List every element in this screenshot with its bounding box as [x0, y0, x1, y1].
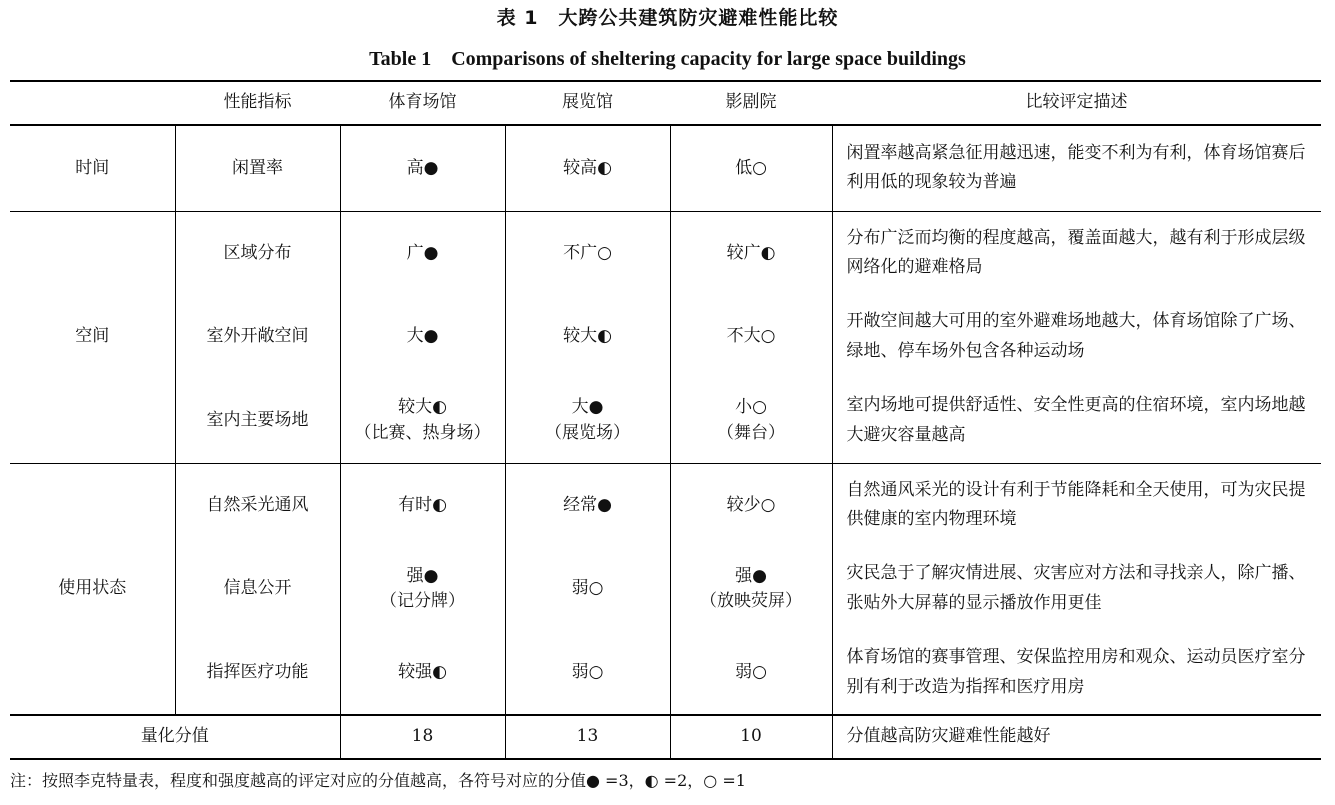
description-cell: 闲置率越高紧急征用越迅速，能变不利为有利，体育场馆赛后利用低的现象较为普遍	[832, 125, 1321, 211]
header-exhibition: 展览馆	[505, 81, 670, 125]
header-indicator: 性能指标	[175, 81, 340, 125]
stadium-rating: 强●	[406, 565, 439, 586]
header-empty	[10, 81, 175, 125]
stadium-cell	[340, 547, 505, 631]
stadium-rating: 较大◐	[398, 397, 447, 418]
table-title-english: Table 1 Comparisons of sheltering capacity for large space buildings	[369, 48, 966, 70]
indicator-cell: 指挥医疗功能	[175, 631, 340, 715]
group-time: 时间	[10, 125, 175, 211]
quant-theater: 10	[670, 715, 832, 759]
quant-exhibition: 13	[505, 715, 670, 759]
group-space: 空间	[10, 211, 175, 463]
theater-cell: 不大○	[670, 295, 832, 379]
header-theater: 影剧院	[670, 81, 832, 125]
quant-label: 量化分值	[10, 715, 340, 759]
comparison-table	[10, 80, 1321, 760]
table-row	[10, 463, 1321, 547]
indicator-cell: 信息公开	[175, 547, 340, 631]
description-cell: 自然通风采光的设计有利于节能降耗和全天使用，可为灾民提供健康的室内物理环境	[832, 463, 1321, 547]
table-row	[10, 295, 1321, 379]
stadium-cell: 高●	[340, 125, 505, 211]
stadium-note: （记分牌）	[380, 591, 465, 611]
header-description: 比较评定描述	[832, 81, 1321, 125]
table-title-chinese: 表 1 大跨公共建筑防灾避难性能比较	[496, 7, 839, 29]
indicator-cell: 区域分布	[175, 211, 340, 295]
indicator-cell: 室外开敞空间	[175, 295, 340, 379]
theater-cell: 较广◐	[670, 211, 832, 295]
theater-cell: 较少○	[670, 463, 832, 547]
exhibition-cell	[505, 379, 670, 463]
header-stadium: 体育场馆	[340, 81, 505, 125]
theater-cell	[670, 379, 832, 463]
stadium-cell: 有时◐	[340, 463, 505, 547]
group-usage: 使用状态	[10, 463, 175, 715]
stadium-cell	[340, 379, 505, 463]
theater-rating: 小○	[735, 397, 767, 418]
theater-cell: 弱○	[670, 631, 832, 715]
indicator-cell: 自然采光通风	[175, 463, 340, 547]
table-row	[10, 211, 1321, 295]
stadium-note: （比赛、热身场）	[354, 422, 491, 443]
footnote: 注：按照李克特量表，程度和强度越高的评定对应的分值越高，各符号对应的分值● =3，◐ =2，○ =1	[10, 771, 746, 790]
indicator-cell: 室内主要场地	[175, 379, 340, 463]
exhibition-cell: 较高◐	[505, 125, 670, 211]
exhibition-cell: 不广○	[505, 211, 670, 295]
theater-cell: 低○	[670, 125, 832, 211]
description-cell: 分布广泛而均衡的程度越高，覆盖面越大，越有利于形成层级网络化的避难格局	[832, 211, 1321, 295]
description-cell: 室内场地可提供舒适性、安全性更高的住宿环境，室内场地越大避灾容量越高	[832, 379, 1321, 463]
exhibition-note: （展览场）	[545, 422, 630, 443]
theater-note: （放映荧屏）	[700, 591, 802, 611]
description-cell: 体育场馆的赛事管理、安保监控用房和观众、运动员医疗室分别有利于改造为指挥和医疗用房	[832, 631, 1321, 715]
exhibition-cell: 经常●	[505, 463, 670, 547]
table-row	[10, 379, 1321, 463]
indicator-cell: 闲置率	[175, 125, 340, 211]
theater-rating: 强●	[735, 565, 767, 586]
table-row	[10, 125, 1321, 211]
quant-stadium: 18	[340, 715, 505, 759]
exhibition-cell: 弱○	[505, 631, 670, 715]
description-cell: 开敞空间越大可用的室外避难场地越大，体育场馆除了广场、绿地、停车场外包含各种运动场	[832, 295, 1321, 379]
table-row	[10, 631, 1321, 715]
quant-row	[10, 715, 1321, 759]
stadium-cell: 广●	[340, 211, 505, 295]
theater-note: （舞台）	[717, 422, 785, 443]
stadium-cell: 大●	[340, 295, 505, 379]
table-row	[10, 547, 1321, 631]
stadium-cell: 较强◐	[340, 631, 505, 715]
quant-description: 分值越高防灾避难性能越好	[832, 715, 1321, 759]
theater-cell	[670, 547, 832, 631]
table-header-row	[10, 81, 1321, 125]
exhibition-rating: 大●	[571, 397, 604, 418]
exhibition-cell: 较大◐	[505, 295, 670, 379]
description-cell: 灾民急于了解灾情进展、灾害应对方法和寻找亲人，除广播、张贴外大屏幕的显示播放作用更佳	[832, 547, 1321, 631]
exhibition-cell: 弱○	[505, 547, 670, 631]
